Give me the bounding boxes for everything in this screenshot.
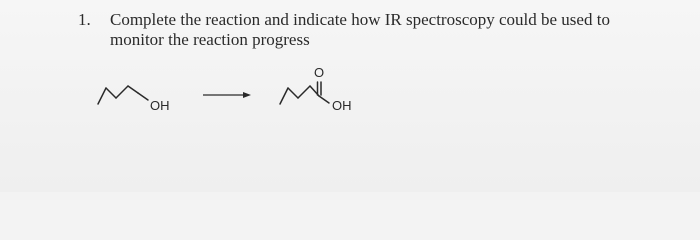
reactant-bond-4 (128, 86, 138, 93)
reactant-bond-5 (138, 93, 148, 100)
product-bond-2 (288, 88, 298, 98)
reactant-bond-2 (106, 88, 116, 98)
reactant-bond-1 (98, 88, 106, 104)
question-text-line-1: Complete the reaction and indicate how IR spectroscopy could be used to (110, 10, 610, 29)
reaction-scheme-drawing (90, 66, 390, 126)
product-bond-5 (319, 96, 329, 103)
question-number: 1. (78, 10, 91, 29)
product-bond-1 (280, 88, 288, 104)
reaction-scheme (90, 66, 390, 126)
reactant-hydroxyl-label: OH (150, 98, 170, 113)
product-carbonyl-oxygen-label: O (314, 65, 325, 80)
product-hydroxyl-label: OH (332, 98, 352, 113)
question-text-line-2: monitor the reaction progress (110, 30, 310, 49)
reaction-arrow (203, 92, 251, 98)
reaction-arrow-head (243, 92, 251, 98)
reactant-structure (98, 86, 148, 104)
reactant-bond-3 (116, 86, 128, 98)
product-bond-3 (298, 86, 310, 98)
product-structure (280, 82, 329, 104)
